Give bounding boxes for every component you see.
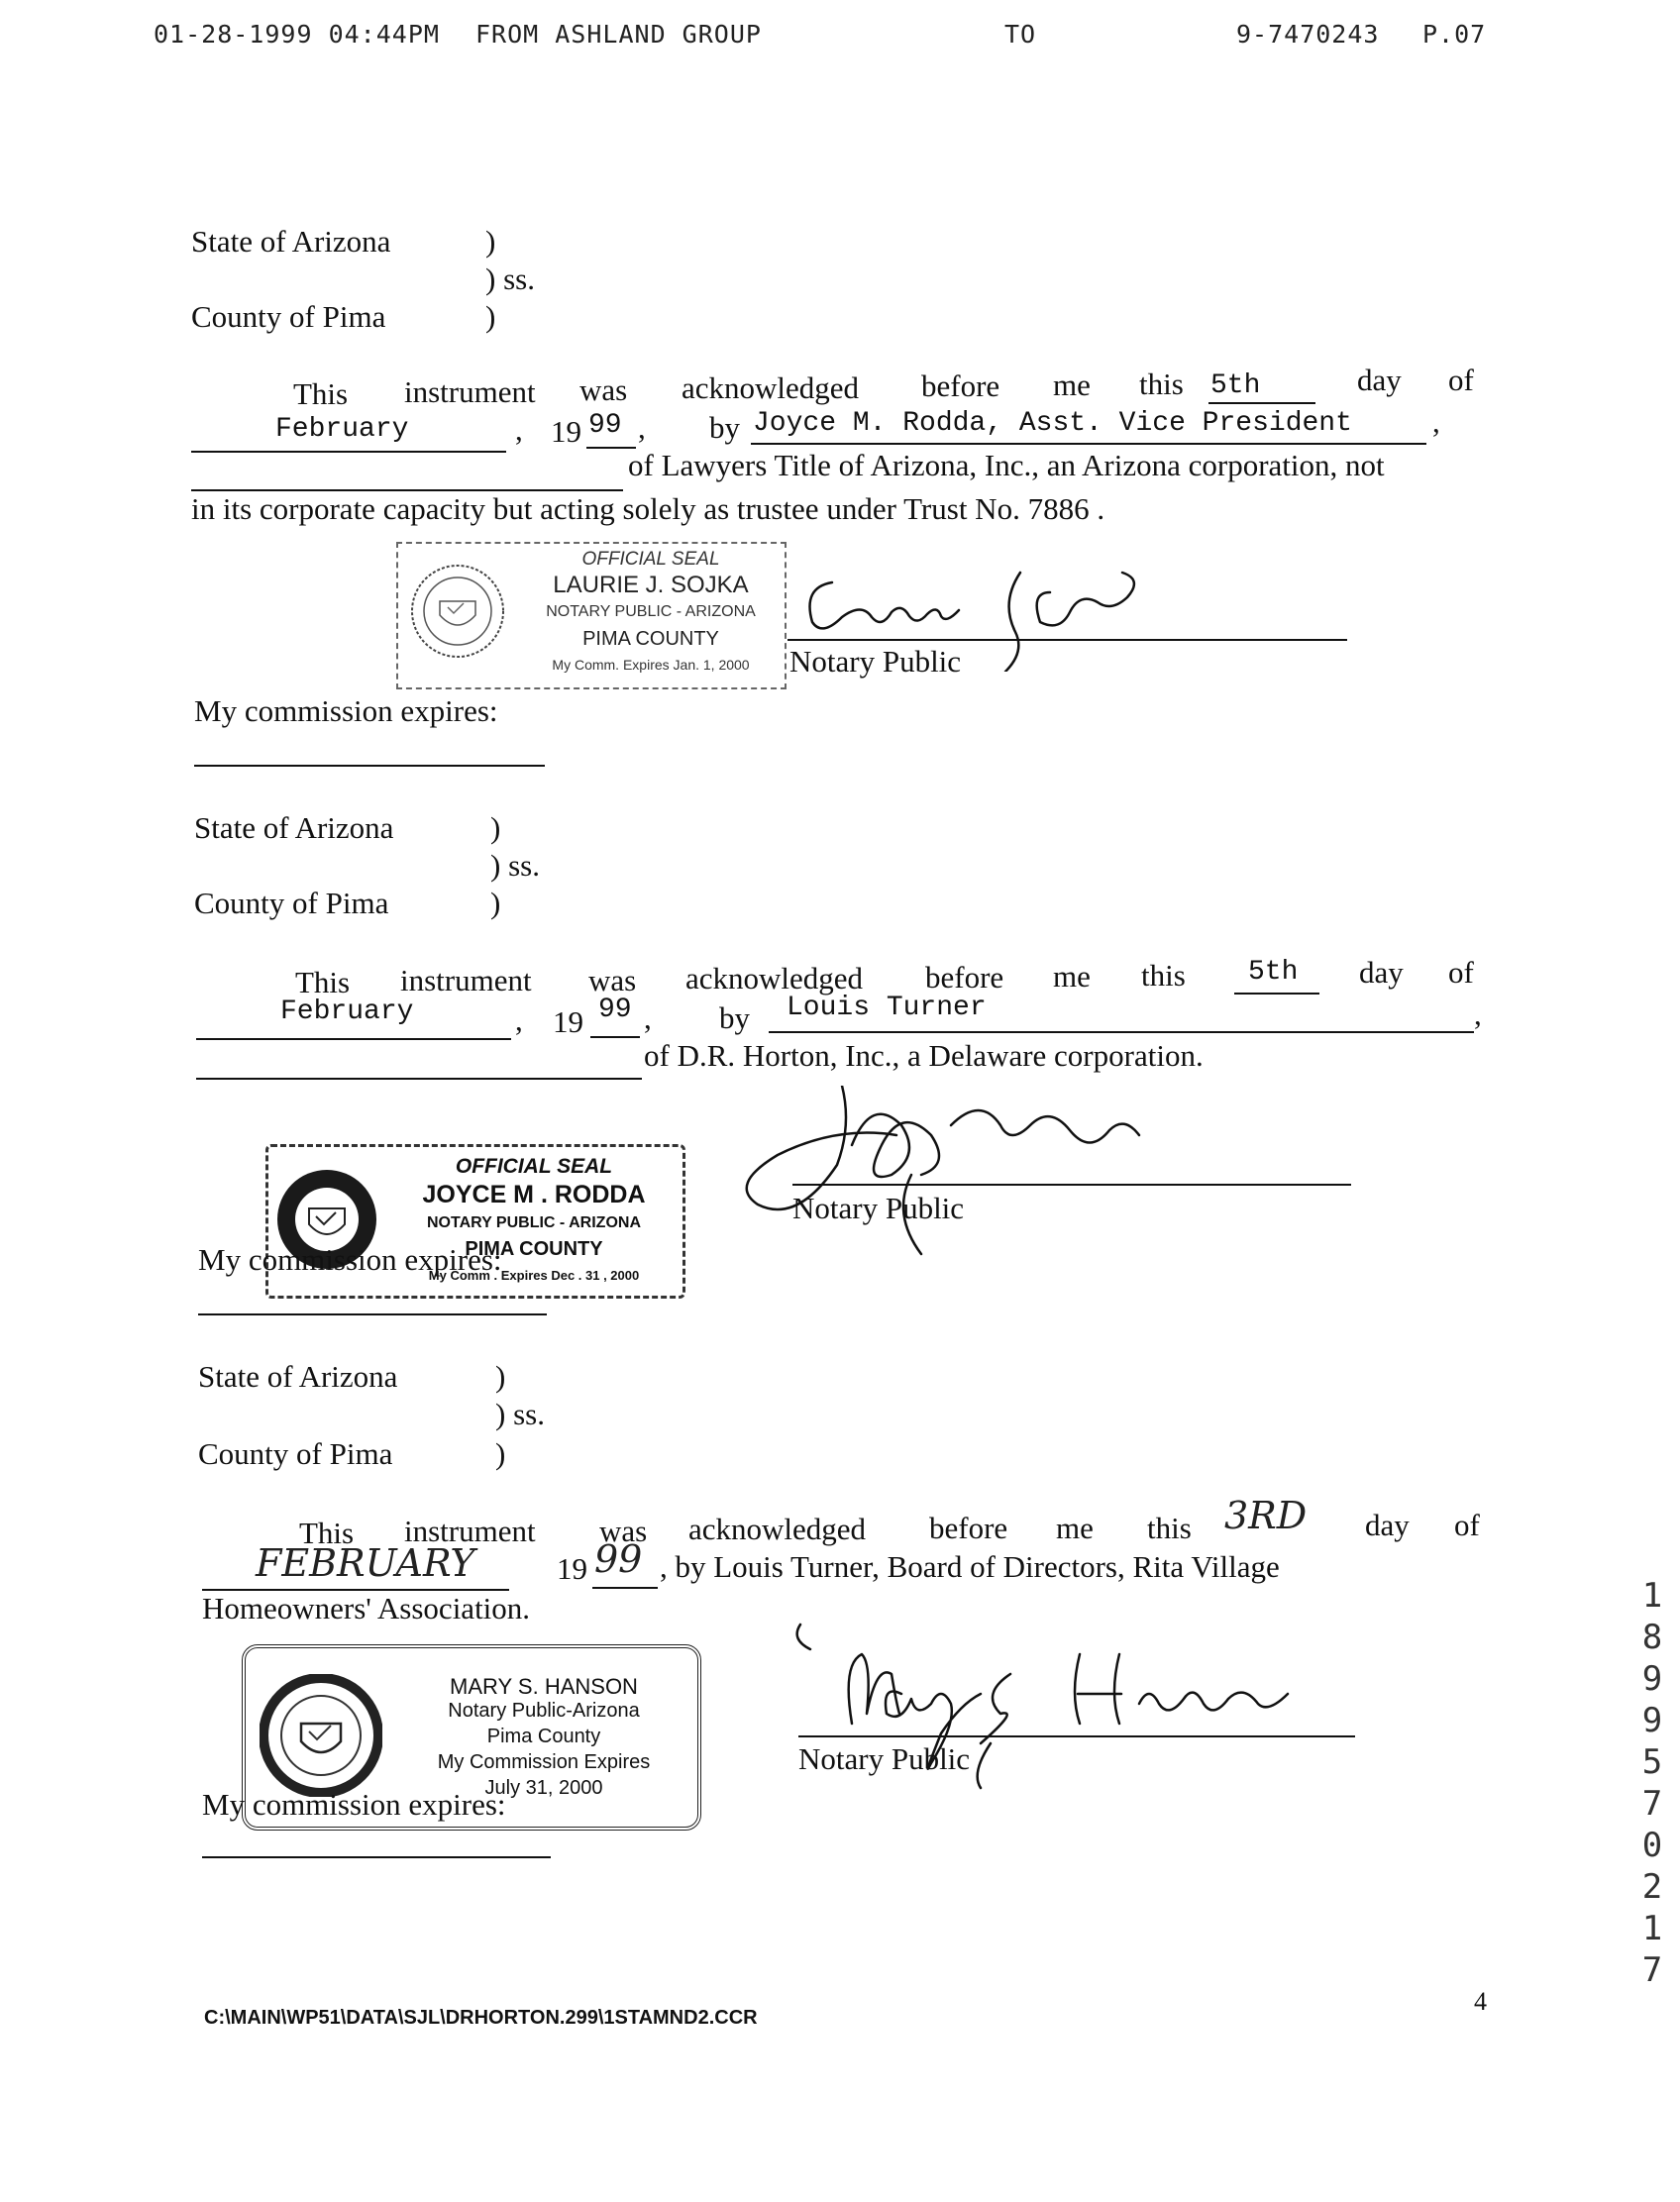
word: acknowledged xyxy=(682,370,860,405)
fax-page: P.07 xyxy=(1422,20,1487,49)
fax-from: FROM ASHLAND GROUP xyxy=(475,20,762,49)
word: before xyxy=(925,960,1004,995)
month-value: February xyxy=(280,996,414,1027)
word: me xyxy=(1056,1511,1094,1545)
year-value: 99 xyxy=(594,1537,643,1581)
word: this xyxy=(1147,1511,1192,1545)
notary-seal: OFFICIAL SEAL JOYCE M . RODDA NOTARY PUBLIC - ARIZONA PIMA COUNTY My Comm . Expires Dec . 31 , 2000 xyxy=(265,1144,685,1299)
file-path: C:\MAIN\WP51\DATA\SJL\DRHORTON.299\1STAMND2.CCR xyxy=(204,2007,758,2029)
commission-label: My commission expires: xyxy=(202,1787,506,1822)
association-line: Homeowners' Association. xyxy=(202,1591,531,1625)
word: me xyxy=(1053,959,1091,994)
word: by xyxy=(719,1000,750,1035)
word: This xyxy=(295,965,351,999)
word: This xyxy=(293,376,349,411)
word: This xyxy=(299,1516,355,1550)
paren: ) xyxy=(485,299,496,334)
county-label: County of Pima xyxy=(198,1436,393,1471)
paren: ) xyxy=(485,224,496,259)
word: instrument xyxy=(404,1514,536,1548)
ss-label: ) ss. xyxy=(490,848,540,883)
word: acknowledged xyxy=(688,1512,867,1546)
day-value: 3RD xyxy=(1224,1494,1308,1537)
paren: ) xyxy=(490,810,501,845)
word: of xyxy=(1448,955,1474,990)
person-value: Joyce M. Rodda, Asst. Vice President xyxy=(753,408,1352,439)
by-line: , by Louis Turner, Board of Directors, Rita Village xyxy=(660,1549,1280,1584)
word: of xyxy=(1454,1508,1480,1542)
word: day xyxy=(1357,363,1402,397)
month-value: FEBRUARY xyxy=(256,1541,475,1585)
vertical-document-number: 1 8 9 9 5 7 0 2 1 7 xyxy=(1641,1576,1663,1990)
paren: ) xyxy=(495,1436,506,1471)
signature-joyce-rodda xyxy=(733,1086,1208,1264)
day-value: 5th xyxy=(1210,370,1261,401)
year-value: 99 xyxy=(588,410,622,441)
capacity-line: in its corporate capacity but acting solely as trustee under Trust No. 7886 . xyxy=(191,491,1105,526)
state-label: State of Arizona xyxy=(194,810,394,845)
day-value: 5th xyxy=(1248,957,1299,988)
word: was xyxy=(599,1514,648,1548)
word: this xyxy=(1141,958,1186,993)
fax-number: 9-7470243 xyxy=(1236,20,1380,49)
month-value: February xyxy=(275,414,409,445)
person-value: Louis Turner xyxy=(787,993,987,1023)
entity-line: of Lawyers Title of Arizona, Inc., an Arizona corporation, not xyxy=(628,448,1385,482)
state-seal-icon xyxy=(260,1674,382,1797)
year-prefix: 19 xyxy=(551,414,581,449)
state-label: State of Arizona xyxy=(191,224,391,259)
word: before xyxy=(921,368,1000,403)
ss-label: ) ss. xyxy=(495,1397,545,1431)
county-label: County of Pima xyxy=(191,299,386,334)
year-value: 99 xyxy=(598,995,632,1025)
word: instrument xyxy=(404,374,536,409)
word: instrument xyxy=(400,963,532,997)
page-number: 4 xyxy=(1474,1987,1487,2016)
fax-to: TO xyxy=(1004,20,1037,49)
state-label: State of Arizona xyxy=(198,1359,398,1394)
word: acknowledged xyxy=(685,961,864,996)
ss-label: ) ss. xyxy=(485,262,535,296)
notary-public-label: Notary Public xyxy=(789,644,962,679)
paren: ) xyxy=(490,886,501,920)
word: was xyxy=(579,372,628,407)
year-prefix: 19 xyxy=(557,1551,587,1586)
state-seal-icon xyxy=(408,562,507,661)
commission-label: My commission expires: xyxy=(198,1242,502,1277)
word: this xyxy=(1139,367,1184,401)
word: day xyxy=(1365,1508,1410,1542)
notary-public-label: Notary Public xyxy=(798,1741,971,1776)
paren: ) xyxy=(495,1359,506,1394)
word: by xyxy=(709,410,740,445)
notary-public-label: Notary Public xyxy=(792,1191,965,1225)
entity-line: of D.R. Horton, Inc., a Delaware corporation. xyxy=(644,1038,1204,1073)
commission-label: My commission expires: xyxy=(194,693,498,728)
county-label: County of Pima xyxy=(194,886,389,920)
word: day xyxy=(1359,955,1404,990)
fax-datetime: 01-28-1999 04:44PM xyxy=(154,20,440,49)
word: of xyxy=(1448,363,1474,397)
notary-seal: OFFICIAL SEAL LAURIE J. SOJKA NOTARY PUBLIC - ARIZONA PIMA COUNTY My Comm. Expires Jan. 1, 2000 xyxy=(396,542,787,689)
notary-seal: MARY S. HANSON Notary Public-Arizona Pima County My Commission Expires July 31, 2000 xyxy=(242,1644,701,1831)
word: was xyxy=(588,963,637,997)
word: before xyxy=(929,1511,1008,1545)
year-prefix: 19 xyxy=(553,1004,583,1039)
word: me xyxy=(1053,367,1091,402)
